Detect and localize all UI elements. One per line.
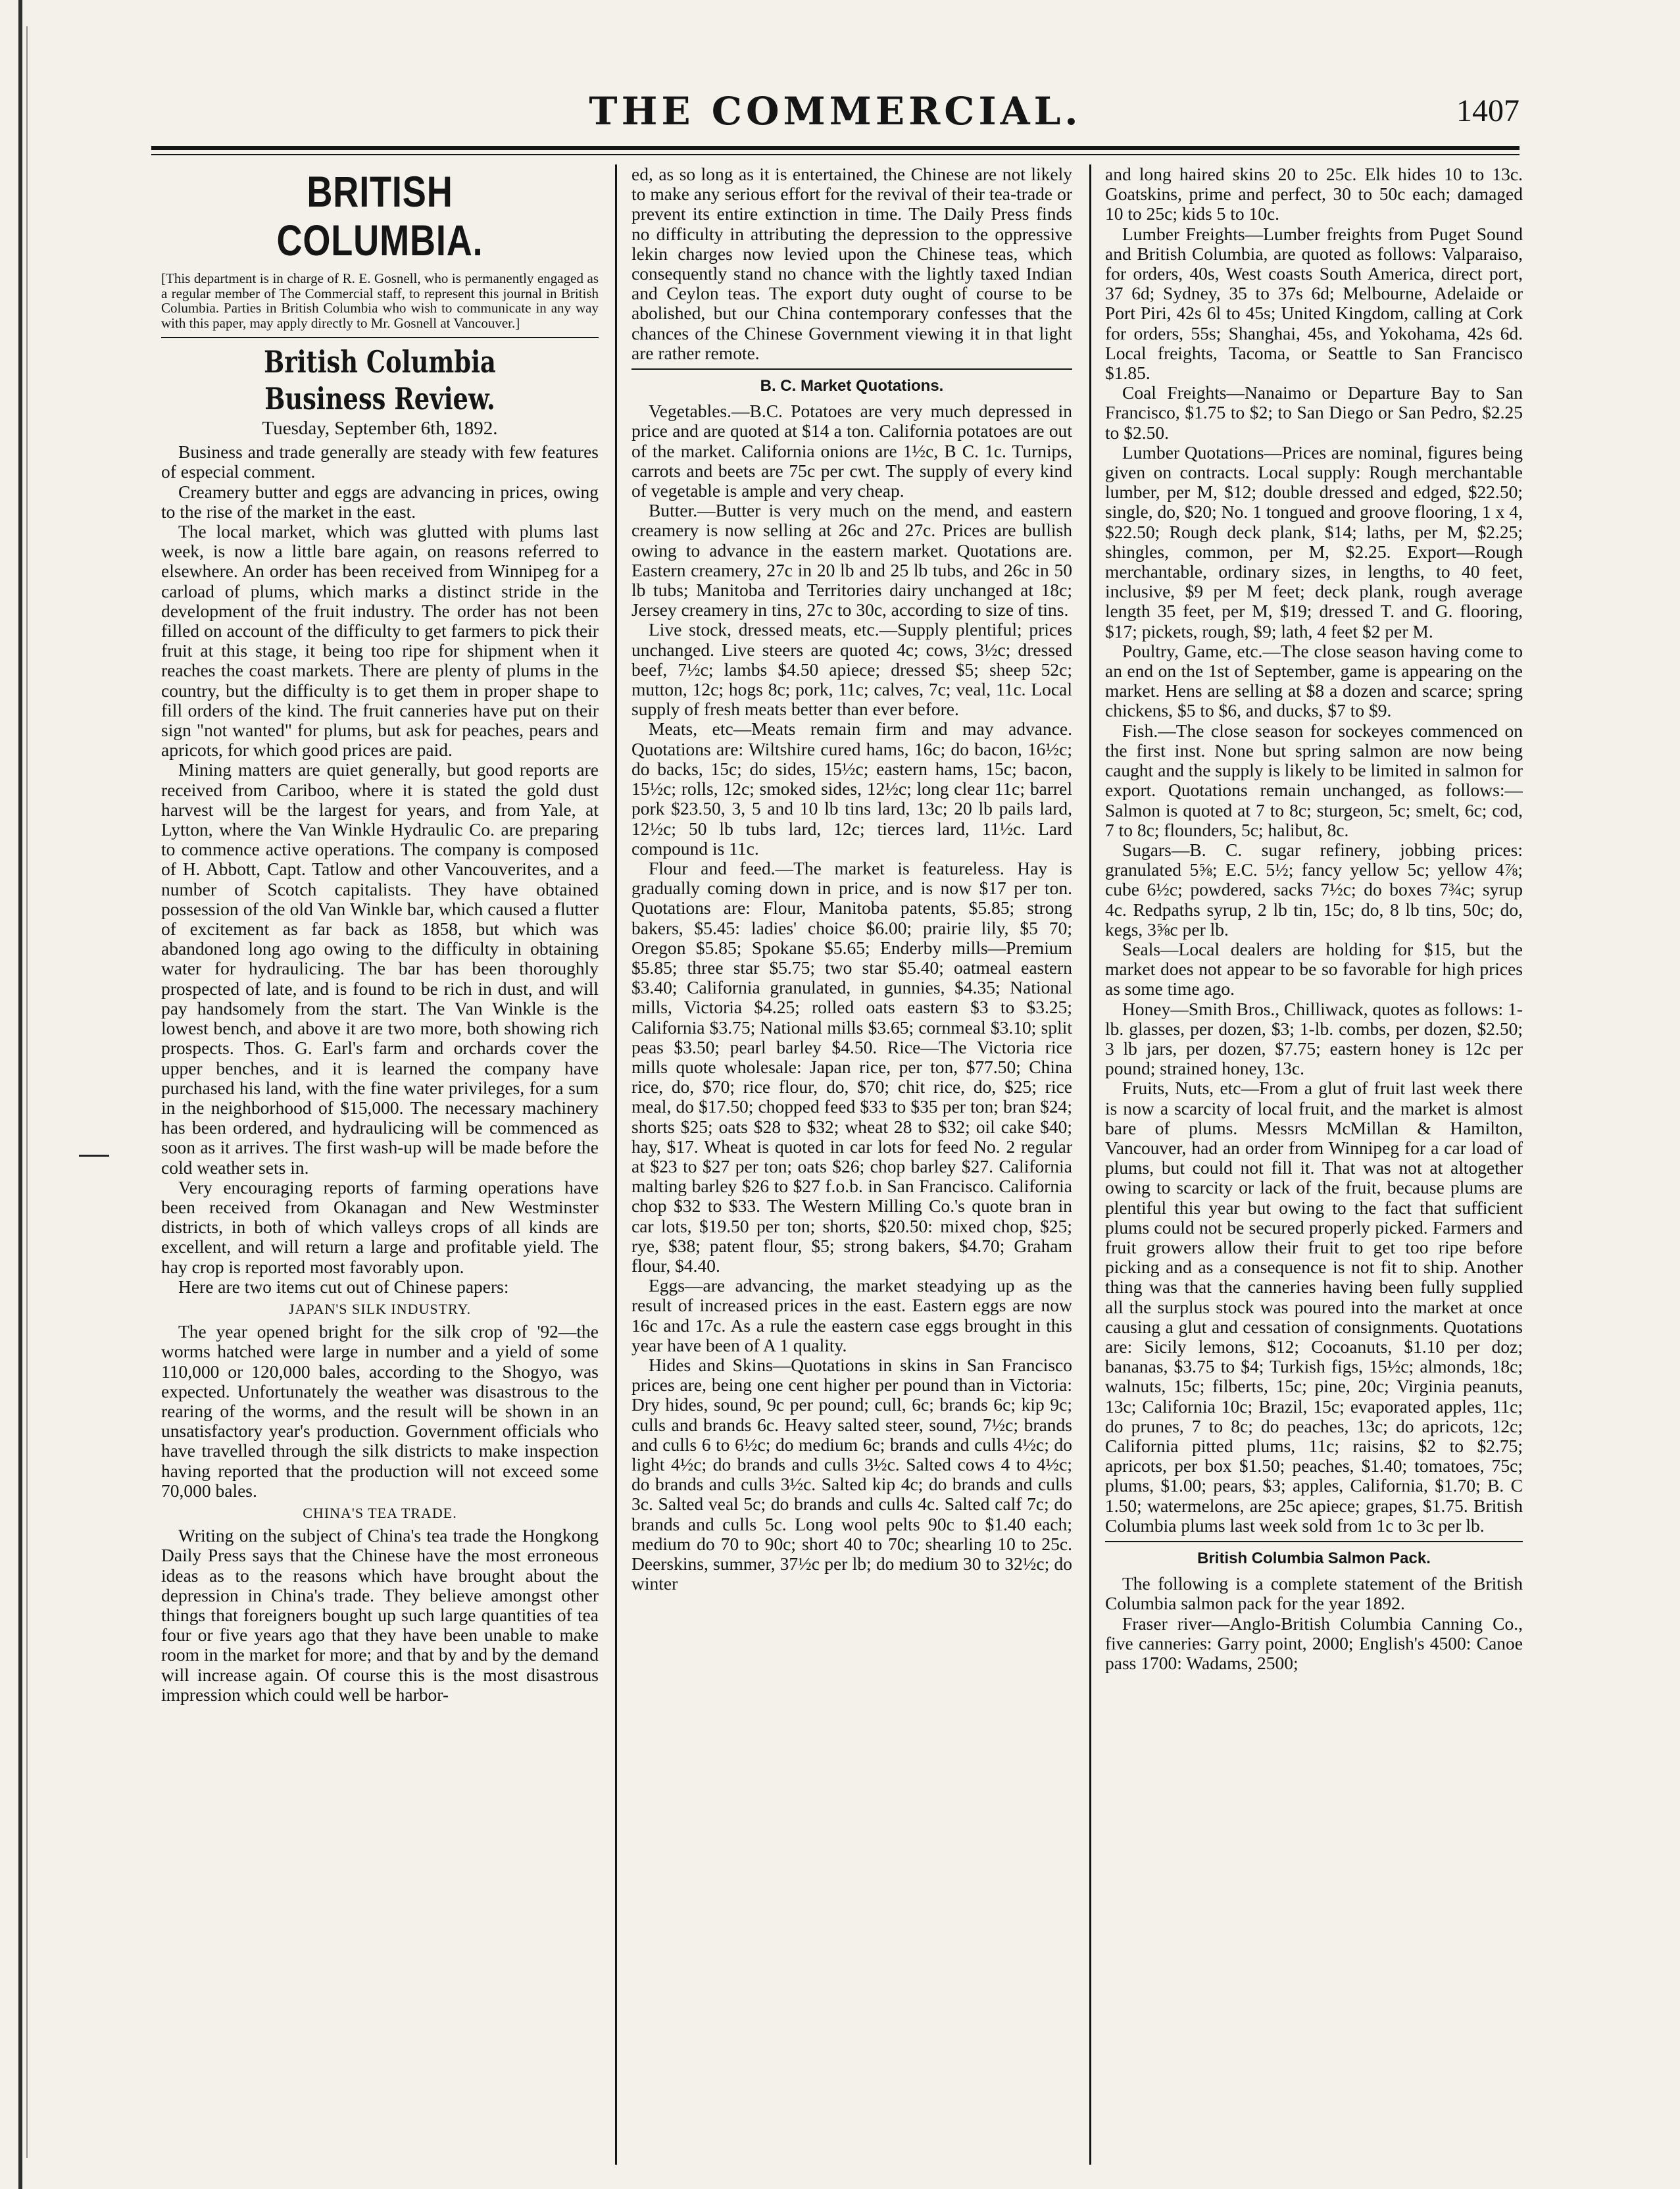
paragraph: ed, as so long as it is entertained, the Chinese are not likely to make any serious effort for the revival of their tea-trade or prevent its entire extinction in time. The Daily Press finds no difficulty in attributing the depression to the oppressive lekin charges now levied upon the Chinese teas, which consequently stand no chance with the lightly taxed Indian and Ceylon teas. The export duty ought of course to be abolished, but our China contemporary confesses that the chances of the Chinese Government viewing it in that light are rather remote. — [631, 164, 1072, 363]
paragraph: Writing on the subject of China's tea trade the Hongkong Daily Press says that the Chinese have the most erroneous ideas as to the reasons which have brought about the depression in China's trade. They believe amongst other things that foreigners bought up such large quantities of tea four or five years ago that they have been unable to make room in the market for more; and that by and by the demand will increase again. Of course this is the most disastrous impression which could well be harbor- — [161, 1525, 599, 1705]
paragraph: Very encouraging reports of farming operations have been received from Okanagan and New Westminster districts, in both of which valleys crops of all kinds are excellent, and will return a large and profitable yield. The hay crop is reported most favorably upon. — [161, 1176, 599, 1277]
paragraph: Business and trade generally are steady with few features of especial comment. — [161, 441, 599, 482]
paragraph: Fraser river—Anglo-British Columbia Canning Co., five canneries: Garry point, 2000; English's 4500: Canoe pass 1700: Wadams, 2500; — [1105, 1613, 1523, 1674]
paragraph: Honey—Smith Bros., Chilliwack, quotes as follows: 1-lb. glasses, per dozen, $3; 1-lb. combs, per dozen, $2.50; 3 lb jars, per dozen, $7.75; eastern honey is 12c per pound; strained honey, 13c. — [1105, 998, 1523, 1079]
margin-mark — [79, 1155, 109, 1157]
subheading: JAPAN'S SILK INDUSTRY. — [288, 1300, 472, 1317]
scan-edge — [18, 0, 22, 2189]
article-title: British Columbia Business Review. — [264, 344, 496, 416]
column-divider — [615, 164, 617, 2165]
paragraph: Fruits, Nuts, etc—From a glut of fruit last week there is now a scarcity of local fruit, and the market is almost bare of plums. Messrs McMillan & Hamilton, Vancouver, had an order from Winnipeg for a car load of plums, but could not fill it. That was not at altogether owing to scarcity or lack of the fruit, because plums are plentiful this year but owing to the fact that sufficient plums could not be secured properly picked. Farmers and fruit growers allow their fruit to get too ripe before picking and as a consequence is not fit to ship. Another thing was that the canneries having been fully supplied all the surplus stock was poured into the market at once causing a glut and cessation of consignments. Quotations are: Sicily lemons, $12; Cocoanuts, $1.10 per doz; bananas, $3.75 to $4; Turkish figs, 15½c; almonds, 18c; walnuts, 15c; filberts, 15c; pine, 20c; Virginia peanuts, 13c; California 10c; Brazil, 15c; evaporated apples, 11c; do prunes, 7 to 8c; do peaches, 13c; do apricots, 12c; California pitted plums, 11c; raisins, $2 to $2.75; apricots, per box $1.50; peaches, $1.40; tomatoes, 75c; plums, $1.00; pears, $3; apples, California, $1.70; B. C 1.50; watermelons, are 25c apiece; grapes, $1.75. British Columbia plums last week sold from 1c to 3c per lb. — [1105, 1078, 1523, 1536]
paragraph: Seals—Local dealers are holding for $15, but the market does not appear to be so favorable for high prices as some time ago. — [1105, 938, 1523, 999]
editor-note: [This department is in charge of R. E. Gosnell, who is permanently engaged as a regular member of The Commercial staff, to represent this journal in British Columbia. Parties in British Columbia who wish to communicate in any way with this paper, may apply directly to Mr. Gosnell at Vancouver.] — [161, 270, 599, 331]
paragraph: Live stock, dressed meats, etc.—Supply plentiful; prices unchanged. Live steers are quoted 4c; cows, 3½c; dressed beef, 7½c; lambs $4.50 apiece; dressed $5; sheep 52c; mutton, 12c; hogs 8c; pork, 11c; calves, 7c; veal, 11c. Local supply of fresh meats better than ever before. — [631, 619, 1072, 720]
header-rule — [151, 146, 1519, 150]
scan-edge-shadow — [26, 26, 28, 2158]
paragraph: Fish.—The close season for sockeyes commenced on the first inst. None but spring salmon are now being caught and the supply is likely to be limited in salmon for export. Quotations remain unchanged, as follows:—Salmon is quoted at 7 to 8c; sturgeon, 5c; smelt, 6c; cod, 7 to 8c; flounders, 5c; halibut, 8c. — [1105, 720, 1523, 840]
section-title: BRITISH COLUMBIA. — [276, 167, 483, 264]
paragraph: Sugars—B. C. sugar refinery, jobbing prices: granulated 5⅝; E.C. 5½; fancy yellow 5c; yellow 4⅞; cube 6½c; powdered, sacks 7½c; do boxes 7¾c; syrup 4c. Redpaths syrup, 2 lb tin, 15c; do, 8 lb tins, 50c; do, kegs, 3⅝c per lb. — [1105, 839, 1523, 940]
paragraph: Butter.—Butter is very much on the mend, and eastern creamery is now selling at 26c and 27c. Prices are bullish owing to advance in the eastern market. Quotations are. Eastern creamery, 27c in 20 lb and 25 lb tubs, and 26c in 50 lb tubs; Manitoba and Territories dairy unchanged at 18c; Jersey creamery in tins, 27c to 30c, according to size of tins. — [631, 500, 1072, 620]
paragraph: Eggs—are advancing, the market steadying up as the result of increased prices in the east. Eastern eggs are now 16c and 17c. As a rule the eastern case eggs brought in this year have been of A 1 quality. — [631, 1275, 1072, 1355]
paragraph: Here are two items cut out of Chinese papers: — [178, 1276, 509, 1297]
paragraph: and long haired skins 20 to 25c. Elk hides 10 to 13c. Goatskins, prime and perfect, 30 to 50c each; damaged 10 to 25c; kids 5 to 10c. — [1105, 164, 1523, 224]
paragraph: Meats, etc—Meats remain firm and may advance. Quotations are: Wiltshire cured hams, 16c; do bacon, 16½c; do backs, 15c; do sides, 15½c; eastern hams, 15c; bacon, 15½c; rolls, 12c; smoked sides, 12½c; long clear 11c; barrel pork $23.50, 3, 5 and 10 lb tins lard, 13c; 20 lb pails lard, 12½c; 50 lb tubs lard, 12c; tierces lard, 11½c. Lard compound is 11c. — [631, 718, 1072, 859]
header-rule-thin — [151, 154, 1519, 155]
paragraph: Lumber Freights—Lumber freights from Puget Sound and British Columbia, are quoted as follows: Valparaiso, for orders, 40s, West coasts South America, direct port, 37 6d; Sydney, 35 to 37s 6d; Melbourne, Adelaide or Port Piri, 42s 6l to 45s; United Kingdom, calling at Cork for orders, 55s; Shanghai, 45s, and Yokohama, 42s 6d. Local freights, Tacoma, or Seattle to San Francisco $1.85. — [1105, 223, 1523, 384]
paragraph: Poultry, Game, etc.—The close season having come to an end on the 1st of September, game is appearing on the market. Hens are selling at $8 a dozen and scarce; spring chickens, $5 to $6, and ducks, $7 to $9. — [1105, 640, 1523, 721]
divider — [161, 337, 599, 338]
column-1 — [161, 164, 599, 2158]
paragraph: Vegetables.—B.C. Potatoes are very much depressed in price and are quoted at $14 a ton. California potatoes are out of the market. California onions are 1½c, B C. 1c. Turnips, carrots and beets are 75c per cwt. The supply of every kind of vegetable is ample and very cheap. — [631, 401, 1072, 501]
paragraph: Lumber Quotations—Prices are nominal, figures being given on contracts. Local supply: Rough merchantable lumber, per M, $12; double dressed and edged, $22.50; single, do, $20; No. 1 tongued and groove flooring, 1 x 4, $22.50; Rough deck plank, $14; laths, per M, $2.25; shingles, common, per M, $2.25. Export—Rough merchantable, ordinary sizes, in lengths, to 40 feet, inclusive, $9 per M feet; deck plank, rough average length 35 feet, per M, $19; dressed T. and G. flooring, $17; pickets, rough, $9; lath, 4 feet $2 per M. — [1105, 441, 1523, 642]
paragraph: Coal Freights—Nanaimo or Departure Bay to San Francisco, $1.75 to $2; to San Diego or San Pedro, $2.25 to $2.50. — [1105, 382, 1523, 443]
paragraph: Flour and feed.—The market is featureless. Hay is gradually coming down in price, and is now $17 per ton. Quotations are: Flour, Manitoba patents, $5.85; strong bakers, $5.45: ladies' choice $6.00; prairie lily, $5 70; Oregon $5.85; Spokane $5.65; Enderby mills—Premium $5.85; three star $5.75; two star $5.40; oatmeal eastern $3.40; California granulated, in gunnies, $4.35; National mills, Victoria $4.25; rolled oats eastern $3 to $3.25; California $3.75; National mills $3.65; cornmeal $3.10; split peas $3.50; pearl barley $4.50. Rice—The Victoria rice mills quote wholesale: Japan rice, per ton, $77.50; China rice, do, $70; rice flour, do, $70; chit rice, do, $25; rice meal, do $17.50; chopped feed $33 to $35 per ton; bran $24; shorts $25; oats $28 to $32; wheat 28 to $32; oil cake $40; hay, $17. Wheat is quoted in car lots for feed No. 2 regular at $23 to $27 per ton; oats $26; chop barley $27. California malting barley $26 to $27 f.o.b. in San Francisco. California chop $32 to $33. The Western Milling Co.'s quote bran in car lots, $19.50 per ton; shorts, $20.50: mixed chop, $25; rye, $38; patent flour, $5; strong bakers, $4.70; Graham flour, $4.40. — [631, 857, 1072, 1276]
paragraph: Hides and Skins—Quotations in skins in San Francisco prices are, being one cent higher per pound than in Victoria: Dry hides, sound, 9c per pound; cull, 6c; brands 6c; kip 9c; culls and brands 6c. Heavy salted steer, sound, 7½c; brands and culls 6 to 6½c; do medium 6c; brands and culls 4½c; do light 4½c; do brands and culls 3½c. Salted cows 4 to 4½c; do brands and culls 3½c. Salted kip 4c; do brands and culls 3c. Salted veal 5c; do brands and culls 4c. Salted calf 7c; do brands and culls 5c. Long wool pelts 90c to $1.40 each; medium do 70 to 90c; short 40 to 70c; shearling 10 to 25c. Deerskins, summer, 37½c per lb; do medium 30 to 32½c; do winter — [631, 1354, 1072, 1594]
newspaper-title: THE COMMERCIAL. — [589, 89, 1082, 134]
paragraph: The local market, which was glutted with plums last week, is now a little bare again, on reasons referred to elsewhere. An order has been received from Winnipeg for a carload of plums, which marks a distinct stride in the development of the fruit industry. The order has not been filled on account of the difficulty to get farmers to pick their fruit at this stage, it being too ripe for shipment when it reaches the coast markets. There are plenty of plums in the country, but the difficulty is to get them in proper shape to fill orders of the kind. The fruit canneries have put on their sign "not wanted" for plums, but ask for peaches, pears and apricots, for which good prices are paid. — [161, 521, 599, 761]
paragraph: Mining matters are quiet generally, but good reports are received from Cariboo, where it is stated the gold dust harvest will be the largest for years, and from Yale, at Lytton, where the Van Winkle Hydraulic Co. are preparing to commence active operations. The company is composed of H. Abbott, Capt. Tatlow and other Vancouverites, and a number of Scotch capitalists. They have obtained possession of the old Van Winkle bar, which caused a flutter of excitement as far back as 1858, but which was abandoned long ago owing to the difficulty in obtaining water for hydraulicing. The bar has been thoroughly prospected of late, and is found to be rich in dust, and will pay handsomely from the start. The Van Winkle is the lowest bench, and above it are two more, both showing rich prospects. Thos. G. Earl's farm and orchards cover the upper benches, and it is learned the company have purchased his land, with the fine water privileges, for a sum in the neighborhood of $15,000. The necessary machinery has been ordered, and hydraulicing will be commenced as soon as it arrives. The first wash-up will be made before the cold weather sets in. — [161, 759, 599, 1178]
column-2 — [631, 164, 1072, 2158]
divider — [631, 368, 1072, 370]
paragraph: The year opened bright for the silk crop of '92—the worms hatched were large in number and a yield of some 110,000 or 120,000 bales, according to the Shogyo, was expected. Unfortunately the weather was disastrous to the rearing of the worms, and the result will be shown in an unsatisfactory year's production. Government officials who have travelled through the silk districts to make inspection having reported that the production will not exceed some 70,000 bales. — [161, 1321, 599, 1501]
paragraph: The following is a complete statement of the British Columbia salmon pack for the year 1892. — [1105, 1573, 1523, 1614]
divider — [1105, 1541, 1523, 1542]
column-3 — [1105, 164, 1523, 2158]
section-heading: B. C. Market Quotations. — [760, 377, 944, 395]
dateline: Tuesday, September 6th, 1892. — [262, 418, 498, 439]
page-number: 1407 — [1456, 93, 1519, 128]
subheading: CHINA'S TEA TRADE. — [303, 1504, 457, 1521]
column-divider — [1089, 164, 1091, 2165]
masthead — [151, 89, 1519, 141]
section-heading: British Columbia Salmon Pack. — [1197, 1549, 1431, 1568]
paragraph: Creamery butter and eggs are advancing in prices, owing to the rise of the market in the east. — [161, 481, 599, 522]
